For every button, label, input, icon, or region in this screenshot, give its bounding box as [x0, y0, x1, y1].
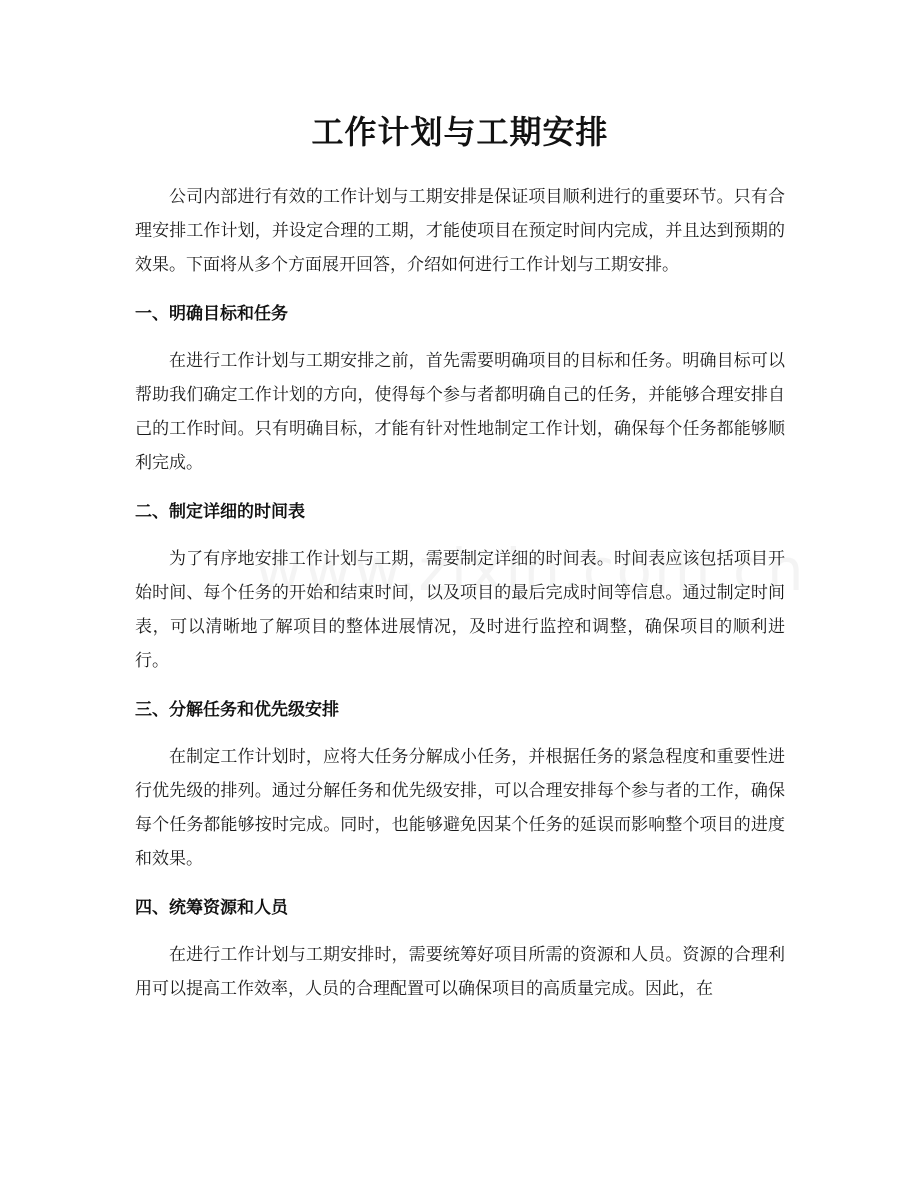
section-paragraph: 在进行工作计划与工期安排时，需要统筹好项目所需的资源和人员。资源的合理利用可以提高工作效率，人员的合理配置可以确保项目的高质量完成。因此，在 [135, 945, 785, 999]
section-heading: 二、制定详细的时间表 [135, 502, 305, 522]
document-title: 工作计划与工期安排 [311, 113, 609, 151]
intro-paragraph: 公司内部进行有效的工作计划与工期安排是保证项目顺利进行的重要环节。只有合理安排工作计划，并设定合理的工期，才能使项目在预定时间内完成，并且达到预期的效果。下面将从多个方面展开回答，介绍如何进行工作计划与工期安排。 [135, 187, 785, 275]
document-body [135, 180, 785, 1006]
section-paragraph: 在制定工作计划时，应将大任务分解成小任务，并根据任务的紧急程度和重要性进行优先级的排列。通过分解任务和优先级安排，可以合理安排每个参与者的工作，确保每个任务都能够按时完成。同时，也能够避免因某个任务的延误而影响整个项目的进度和效果。 [135, 747, 785, 869]
section-paragraph: 为了有序地安排工作计划与工期，需要制定详细的时间表。时间表应该包括项目开始时间、每个任务的开始和结束时间，以及项目的最后完成时间等信息。通过制定时间表，可以清晰地了解项目的整体进展情况，及时进行监控和调整，确保项目的顺利进行。 [135, 549, 785, 671]
section-4 [135, 891, 785, 1006]
section-heading: 三、分解任务和优先级安排 [135, 700, 339, 720]
section-1 [135, 297, 785, 480]
section-heading: 一、明确目标和任务 [135, 304, 288, 324]
section-paragraph: 在进行工作计划与工期安排之前，首先需要明确项目的目标和任务。明确目标可以帮助我们确定工作计划的方向，使得每个参与者都明确自己的任务，并能够合理安排自己的工作时间。只有明确目标，才能有针对性地制定工作计划，确保每个任务都能够顺利完成。 [135, 351, 785, 473]
section-2 [135, 495, 785, 678]
section-3 [135, 693, 785, 876]
section-heading: 四、统筹资源和人员 [135, 898, 288, 918]
